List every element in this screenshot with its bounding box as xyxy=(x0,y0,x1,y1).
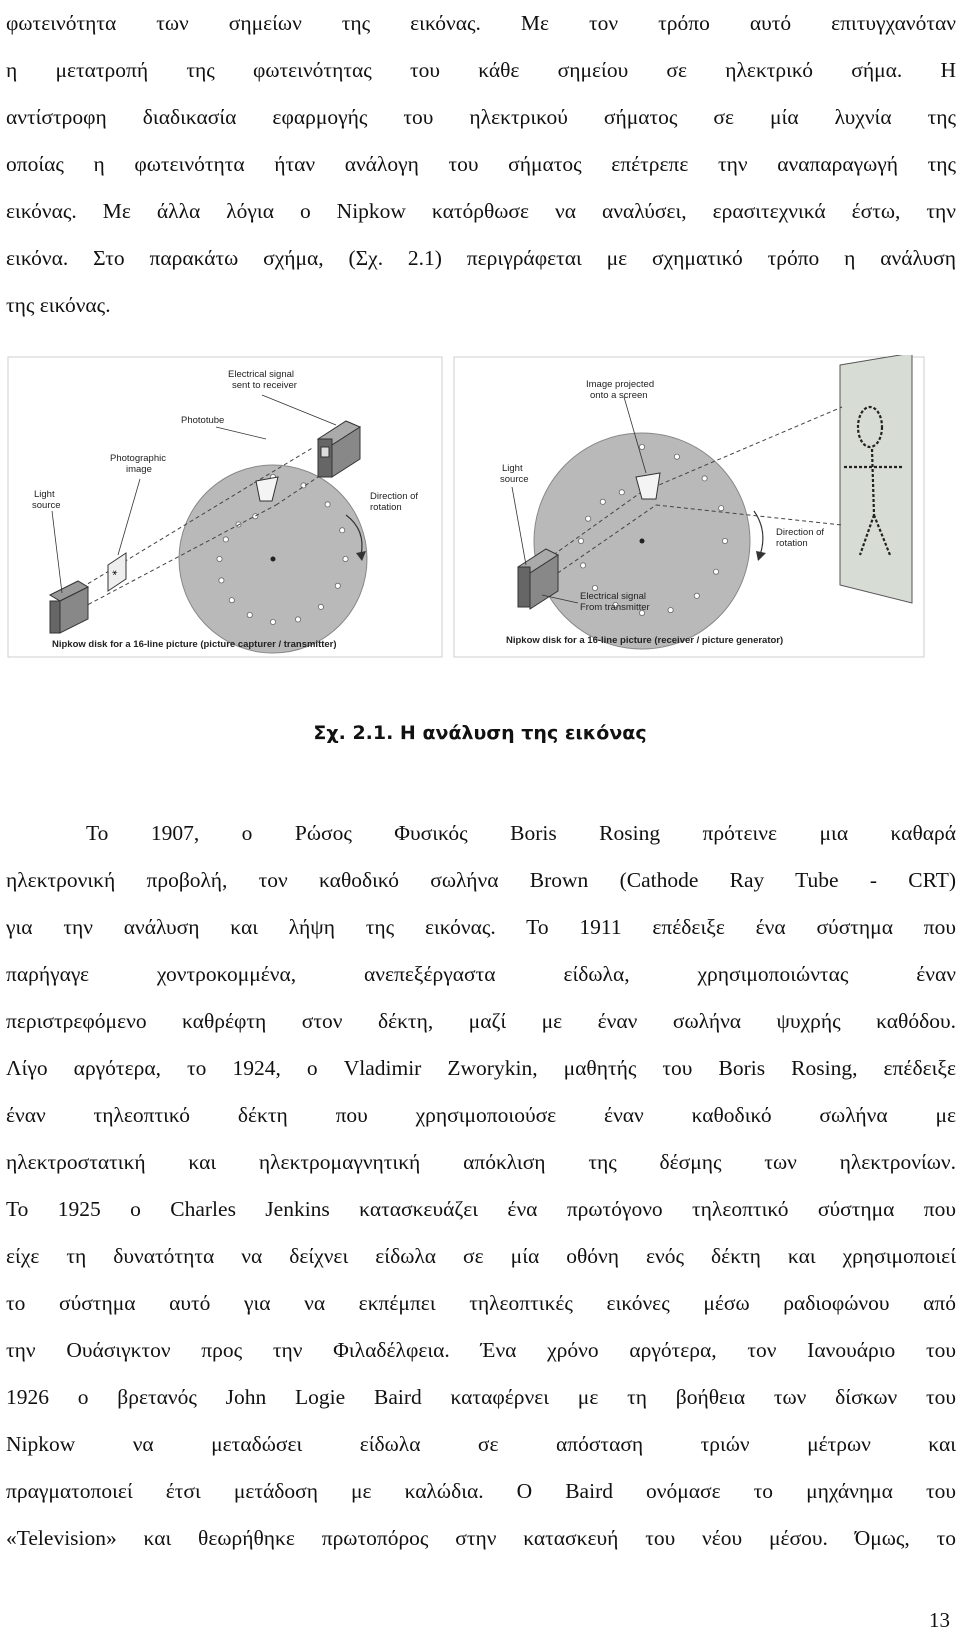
disk-hole xyxy=(586,516,591,521)
svg-text:Electrical signal From: Electrical signal From transmitter xyxy=(580,591,650,613)
disk-hole xyxy=(619,490,624,495)
text-line: «Television» και θεωρήθηκε πρωτοπόρος στην κατασκευή του νέου μέσου. Όμως, το xyxy=(6,1526,956,1550)
svg-text:Direction of rotation: Direction of rotation xyxy=(370,491,419,513)
disk-hole xyxy=(343,556,348,561)
text-line: εικόνα. Στο παρακάτω σχήμα, (Σχ. 2.1) περιγράφεται με σχηματικό τρόπο η ανάλυση xyxy=(6,246,956,270)
text-line: εικόνας. Με άλλα λόγια ο Nipkow κατόρθωσε να αναλύσει, ερασιτεχνικά έστω, την xyxy=(6,199,956,223)
disk-hole xyxy=(674,454,679,459)
disk-hole xyxy=(247,612,252,617)
disk-hole xyxy=(581,563,586,568)
disk-hole xyxy=(639,444,644,449)
disk-hole xyxy=(578,538,583,543)
text-line: Το 1925 ο Charles Jenkins κατασκευάζει ένα πρωτόγονο τηλεοπτικό σύστημα που xyxy=(6,1197,956,1221)
disk-hole xyxy=(719,506,724,511)
disk-hole xyxy=(253,514,258,519)
disk-hole xyxy=(340,528,345,533)
text-line: την Ουάσιγκτον προς την Φιλαδέλφεια. Ένα χρόνο αργότερα, τον Ιανουάριο του xyxy=(6,1338,956,1362)
svg-text:Photographic image: Photographic image xyxy=(110,453,166,475)
svg-text:Phototube: Phototube xyxy=(181,415,225,426)
text-line: είχε τη δυνατότητα να δείχνει είδωλα σε μία οθόνη ενός δέκτη και χρησιμοποιεί xyxy=(6,1244,956,1268)
disk-hole xyxy=(270,619,275,624)
disk-hole xyxy=(217,556,222,561)
disk-hole xyxy=(668,608,673,613)
text-line: παρήγαγε χοντροκομμένα, ανεπεξέργαστα είδωλα, χρησιμοποιώντας έναν xyxy=(6,962,956,986)
svg-text:Light source: Light source xyxy=(32,489,61,511)
paragraph-top xyxy=(6,0,956,329)
disk-hole xyxy=(694,593,699,598)
disk-hole xyxy=(223,537,228,542)
disk-hole xyxy=(592,585,597,590)
svg-text:Nipkow disk for a 16-line pict: Nipkow disk for a 16-line picture (picture capturer / transmitter) xyxy=(52,639,337,650)
text-line: η μετατροπή της φωτεινότητας του κάθε σημείου σε ηλεκτρικό σήμα. Η xyxy=(6,58,956,82)
svg-text:Electrical signal sent: Electrical signal sent to receiver xyxy=(228,369,297,391)
text-line: φωτεινότητα των σημείων της εικόνας. Με τον τρόπο αυτό επιτυγχανόταν xyxy=(6,11,956,35)
nipkow-disk-figure xyxy=(6,355,956,695)
text-line: περιστρεφόμενο καθρέφτη στον δέκτη, μαζί με έναν σωλήνα ψυχρής καθόδου. xyxy=(6,1009,956,1033)
svg-text:⚹: ⚹ xyxy=(112,567,118,577)
text-line: Λίγο αργότερα, το 1924, ο Vladimir Zworykin, μαθητής του Boris Rosing, επέδειξε xyxy=(6,1056,956,1080)
text-line: αντίστροφη διαδικασία εφαρμογής του ηλεκτρικού σήματος σε μία λυχνία της xyxy=(6,105,956,129)
text-line: οποίας η φωτεινότητα ήταν ανάλογη του σήματος επέτρεπε την αναπαραγωγή της xyxy=(6,152,956,176)
disk-hole xyxy=(702,476,707,481)
text-line: ηλεκτρονική προβολή, τον καθοδικό σωλήνα Brown (Cathode Ray Tube - CRT) xyxy=(6,868,956,892)
text-line: πραγματοποιεί έτσι μετάδοση με καλώδια. Ο Baird ονόμασε το μηχάνημα του xyxy=(6,1479,956,1503)
disk-hole xyxy=(714,569,719,574)
text-line: ηλεκτροστατική και ηλεκτρομαγνητική απόκλιση της δέσμης των ηλεκτρονίων. xyxy=(6,1150,956,1174)
projection-screen xyxy=(840,355,912,603)
text-line: Nipkow να μεταδώσει είδωλα σε απόσταση τριών μέτρων και xyxy=(6,1432,956,1456)
text-line: της εικόνας. xyxy=(6,293,111,317)
text-line: Το 1907, ο Ρώσος Φυσικός Boris Rosing πρότεινε μια καθαρά xyxy=(86,821,956,845)
disk-hole xyxy=(335,583,340,588)
text-line: έναν τηλεοπτικό δέκτη που χρησιμοποιούσε έναν καθοδικό σωλήνα με xyxy=(6,1103,956,1127)
svg-text:Nipkow disk for a 16-line pict: Nipkow disk for a 16-line picture (receiver / picture generator) xyxy=(506,635,784,646)
disk-hole xyxy=(219,578,224,583)
disk-hole xyxy=(600,499,605,504)
figure-illustration xyxy=(6,355,956,695)
paragraph-main xyxy=(6,810,956,1562)
disk-hole xyxy=(722,538,727,543)
figure-caption: Σχ. 2.1. Η ανάλυση της εικόνας xyxy=(313,722,647,744)
disk-hole xyxy=(318,604,323,609)
disk-hole xyxy=(229,598,234,603)
text-line: 1926 ο βρετανός John Logie Baird καταφέρνει με τη βοήθεια των δίσκων του xyxy=(6,1385,956,1409)
disk-hole xyxy=(295,617,300,622)
svg-text:Light source: Light source xyxy=(500,463,529,485)
text-line: το σύστημα αυτό για να εκπέμπει τηλεοπτικές εικόνες μέσω ραδιοφώνου από xyxy=(6,1291,956,1315)
page-number: 13 xyxy=(929,1608,950,1632)
svg-text:Direction of rotation: Direction of rotation xyxy=(776,527,825,549)
svg-text:Image projected onto a: Image projected onto a screen xyxy=(586,379,655,401)
text-line: για την ανάλυση και λήψη της εικόνας. Το 1911 επέδειξε ένα σύστημα που xyxy=(6,915,956,939)
disk-hole xyxy=(325,502,330,507)
